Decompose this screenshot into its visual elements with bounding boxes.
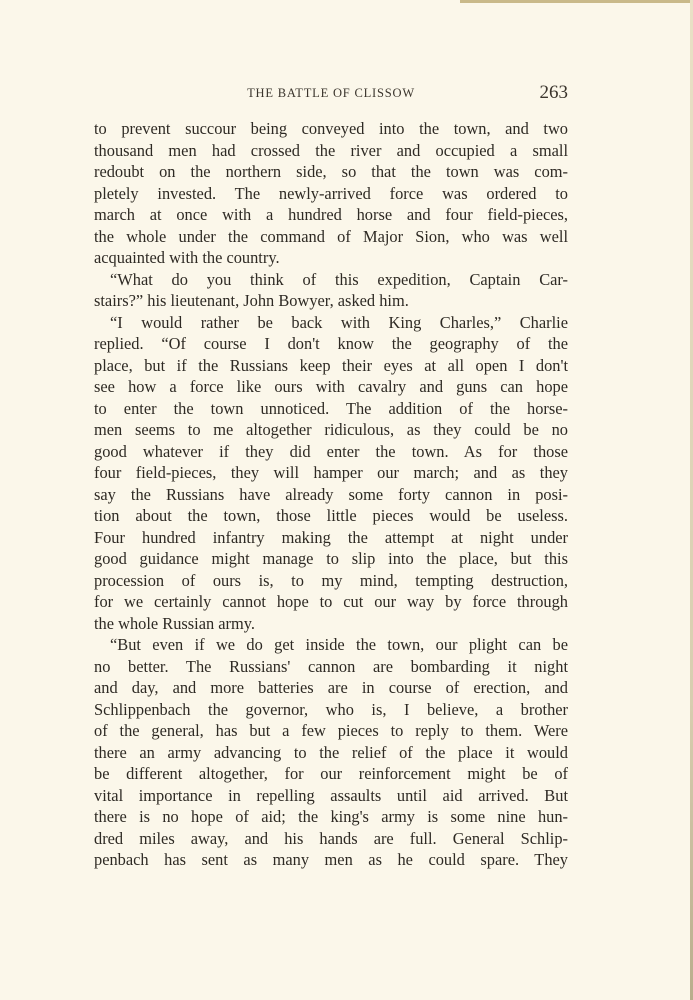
text-line: acquainted with the country. — [94, 248, 280, 267]
text-line: dred miles away, and his hands are full. General Schlip- — [94, 828, 568, 848]
text-line: place, but if the Russians keep their eyes at all open I don't — [94, 355, 568, 375]
text-line: to prevent succour being conveyed into the town, and two — [94, 119, 568, 138]
text-line: “What do you think of this expedition, Captain Car- — [110, 269, 568, 289]
text-line: the whole Russian army. — [94, 613, 255, 633]
text-line: stairs?” his lieutenant, John Bowyer, asked him. — [94, 291, 409, 310]
text-line: of the general, has but a few pieces to reply to them. Were — [94, 721, 568, 740]
text-line: replied. “Of course I don't know the geography of the — [94, 334, 568, 353]
text-line: tion about the town, those little pieces would be useless. — [94, 506, 568, 525]
text-line: men seems to me altogether ridiculous, as they could be no — [94, 420, 568, 439]
text-line: “I would rather be back with King Charles,” Charlie — [110, 312, 568, 332]
page-header — [94, 82, 568, 106]
text-line: vital importance in repelling assaults until aid arrived. But — [94, 785, 568, 805]
text-line: be different altogether, for our reinforcement might be of — [94, 764, 568, 783]
page-number: 263 — [539, 82, 568, 103]
text-line: redoubt on the northern side, so that the town was com- — [94, 162, 568, 181]
text-line: good whatever if they did enter the town. As for those — [94, 441, 568, 461]
running-title: THE BATTLE OF CLISSOW — [247, 86, 415, 100]
text-line: see how a force like ours with cavalry and guns can hope — [94, 377, 568, 396]
text-line: there is no hope of aid; the king's army is some nine hun- — [94, 807, 568, 826]
text-line: the whole under the command of Major Sion, who was well — [94, 226, 568, 246]
text-line: pletely invested. The newly-arrived force was ordered to — [94, 183, 568, 203]
text-line: no better. The Russians' cannon are bombarding it night — [94, 656, 568, 676]
text-line: good guidance might manage to slip into the place, but this — [94, 549, 568, 568]
page-top-edge — [460, 0, 693, 3]
text-line: procession of ours is, to my mind, tempting destruction, — [94, 570, 568, 590]
text-line: penbach has sent as many men as he could spare. They — [94, 850, 568, 869]
text-line: Four hundred infantry making the attempt at night under — [94, 527, 568, 547]
text-line: there an army advancing to the relief of the place it would — [94, 742, 568, 762]
body-text — [94, 118, 568, 871]
text-line: march at once with a hundred horse and four field-pieces, — [94, 205, 568, 224]
text-line: thousand men had crossed the river and occupied a small — [94, 140, 568, 160]
text-line: say the Russians have already some forty cannon in posi- — [94, 484, 568, 504]
text-line: and day, and more batteries are in course of erection, and — [94, 678, 568, 697]
text-line: for we certainly cannot hope to cut our way by force through — [94, 592, 568, 611]
text-line: Schlippenbach the governor, who is, I believe, a brother — [94, 699, 568, 719]
text-line: to enter the town unnoticed. The addition of the horse- — [94, 398, 568, 418]
text-line: “But even if we do get inside the town, our plight can be — [110, 635, 568, 654]
text-line: four field-pieces, they will hamper our march; and as they — [94, 463, 568, 482]
